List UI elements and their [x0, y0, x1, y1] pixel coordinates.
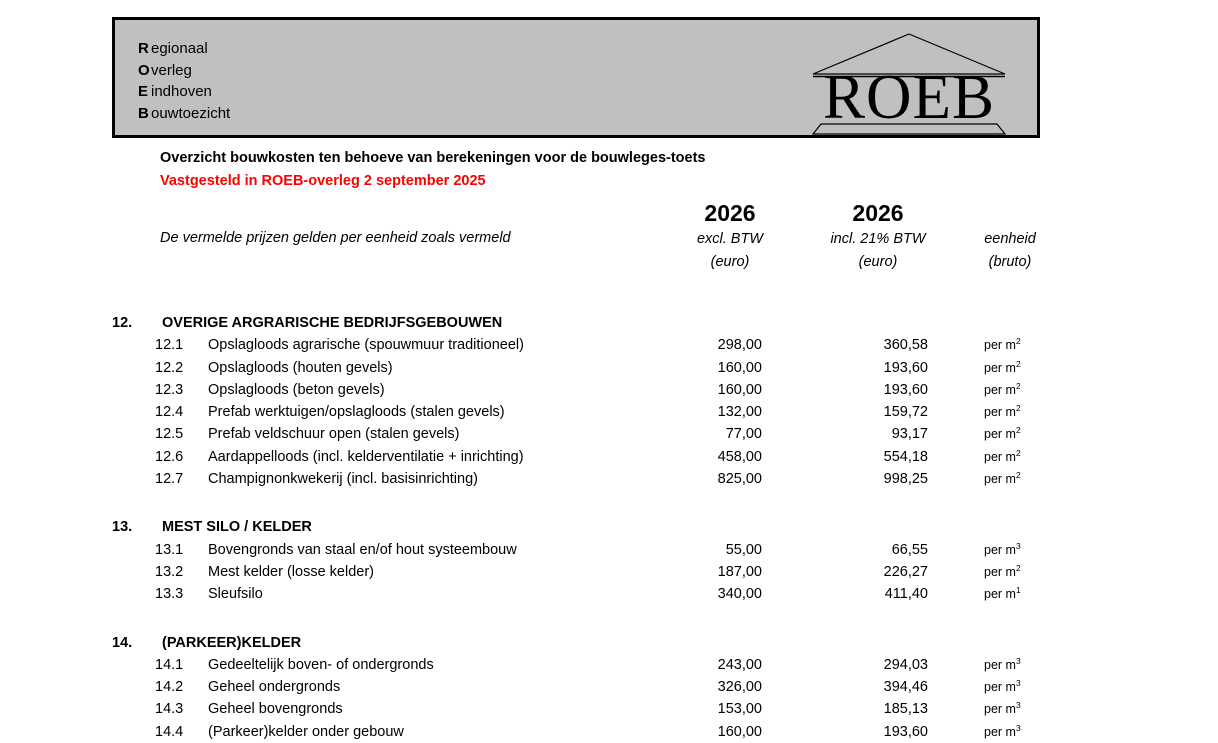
section-header-row	[0, 632, 1218, 654]
row-price-excl-btw: 77,00	[725, 426, 762, 443]
row-price-excl-btw: 458,00	[717, 448, 762, 465]
table-row	[0, 401, 1218, 423]
row-unit: per $m^1$	[984, 585, 1021, 602]
row-price-excl-btw: 153,00	[717, 701, 762, 718]
section-header-row	[0, 516, 1218, 538]
column-unit-note: (euro)	[858, 254, 898, 270]
row-unit-exponent: 2	[1015, 358, 1021, 369]
intro-note: De vermelde prijzen gelden per eenheid zoals vermeld	[160, 230, 511, 246]
row-label: Aardappelloods (incl. kelderventilatie + inrichting)	[208, 448, 524, 465]
table-row	[0, 698, 1218, 720]
row-unit-exponent: 3	[1015, 722, 1021, 733]
row-price-incl-btw: 185,13	[883, 701, 928, 718]
table-row	[0, 561, 1218, 583]
row-unit: per $m^2$	[984, 403, 1021, 420]
row-unit-exponent: 3	[1015, 540, 1021, 551]
row-price-incl-btw: 360,58	[883, 337, 928, 354]
row-label: Opslagloods (beton gevels)	[208, 381, 385, 398]
column-subtitle: eenheid	[984, 231, 1036, 247]
column-year: 2026	[704, 200, 756, 226]
column-header-excl-btw	[650, 198, 810, 274]
row-unit: per $m^3$	[984, 678, 1021, 695]
row-number: 13.1	[155, 541, 184, 558]
row-price-incl-btw: 193,60	[883, 381, 928, 398]
row-price-excl-btw: 160,00	[717, 381, 762, 398]
row-number: 14.1	[155, 656, 184, 673]
section-spacer	[0, 490, 1218, 516]
row-unit-exponent: 3	[1015, 700, 1021, 711]
row-unit-exponent: 2	[1015, 336, 1021, 347]
row-unit-exponent: 2	[1015, 562, 1021, 573]
row-label: Geheel bovengronds	[208, 701, 343, 718]
row-label: Bovengronds van staal en/of hout systeembouw	[208, 541, 517, 558]
row-label: Sleufsilo	[208, 586, 263, 603]
row-unit: per $m^2$	[984, 425, 1021, 442]
table-section	[0, 632, 1218, 743]
table-row	[0, 423, 1218, 445]
row-price-incl-btw: 394,46	[883, 679, 928, 696]
row-number: 13.2	[155, 563, 184, 580]
table-row	[0, 721, 1218, 743]
roeb-logo	[809, 26, 1009, 138]
letterhead-box	[112, 17, 1040, 138]
section-spacer	[0, 606, 1218, 632]
column-subtitle: incl. 21% BTW	[830, 231, 926, 247]
table-row	[0, 446, 1218, 468]
row-unit-exponent: 2	[1015, 425, 1021, 436]
row-label: (Parkeer)kelder onder gebouw	[208, 723, 404, 740]
acronym-initial: R	[138, 40, 149, 57]
row-label: Opslagloods (houten gevels)	[208, 359, 393, 376]
acronym-rest: indhoven	[151, 83, 212, 100]
column-unit-note: (euro)	[710, 254, 750, 270]
row-price-incl-btw: 294,03	[883, 656, 928, 673]
row-unit-exponent: 2	[1015, 447, 1021, 458]
table-row	[0, 468, 1218, 490]
row-number: 12.4	[155, 404, 184, 421]
row-number: 14.4	[155, 723, 184, 740]
row-unit-exponent: 3	[1015, 678, 1021, 688]
page-subtitle: Vastgesteld in ROEB-overleg 2 september 2025	[160, 173, 486, 189]
row-number: 13.3	[155, 586, 184, 603]
row-label: Prefab veldschuur open (stalen gevels)	[208, 426, 460, 443]
row-unit-exponent: 2	[1015, 380, 1021, 391]
row-label: Gedeeltelijk boven- of ondergronds	[208, 656, 434, 673]
acronym-row	[138, 103, 230, 125]
row-label: Mest kelder (losse kelder)	[208, 563, 374, 580]
table-section	[0, 516, 1218, 605]
row-price-excl-btw: 55,00	[725, 541, 762, 558]
row-price-excl-btw: 160,00	[717, 359, 762, 376]
table-row	[0, 676, 1218, 698]
column-year: 2026	[852, 200, 904, 226]
row-price-incl-btw: 66,55	[891, 541, 928, 558]
row-price-excl-btw: 298,00	[717, 337, 762, 354]
row-unit: per $m^2$	[984, 358, 1021, 375]
row-label: Champignonkwekerij (incl. basisinrichting)	[208, 471, 478, 488]
cost-table	[0, 312, 1218, 743]
section-title: OVERIGE ARGRARISCHE BEDRIJFSGEBOUWEN	[162, 315, 503, 331]
row-number: 14.2	[155, 679, 184, 696]
row-number: 12.1	[155, 337, 184, 354]
acronym-initial: B	[138, 104, 149, 122]
row-unit: per $m^3$	[984, 722, 1021, 739]
acronym-list	[138, 38, 230, 124]
row-price-excl-btw: 160,00	[717, 723, 762, 740]
acronym-rest: verleg	[151, 61, 192, 79]
row-number: 14.3	[155, 701, 184, 718]
column-unit-note: (bruto)	[988, 254, 1032, 270]
row-price-incl-btw: 411,40	[884, 586, 928, 603]
row-price-excl-btw: 187,00	[717, 563, 762, 580]
table-section	[0, 312, 1218, 490]
page-title: Overzicht bouwkosten ten behoeve van berekeningen voor de bouwleges-toets	[160, 150, 706, 166]
row-price-incl-btw: 998,25	[883, 471, 928, 488]
logo-wordmark: ROEB	[822, 62, 996, 132]
acronym-rest: ouwtoezicht	[151, 104, 231, 122]
row-number: 12.5	[155, 426, 184, 443]
acronym-row	[138, 60, 230, 82]
table-row	[0, 654, 1218, 676]
section-header-row	[0, 312, 1218, 334]
column-subtitle: excl. BTW	[696, 231, 764, 247]
row-number: 12.3	[155, 381, 184, 398]
row-price-excl-btw: 132,00	[717, 404, 762, 421]
row-number: 12.2	[155, 359, 184, 376]
row-label: Opslagloods agrarische (spouwmuur traditioneel)	[208, 337, 524, 354]
row-price-incl-btw: 93,17	[891, 426, 928, 443]
section-title: (PARKEER)KELDER	[162, 634, 302, 651]
row-price-incl-btw: 159,72	[883, 404, 928, 421]
acronym-initial: E	[138, 83, 149, 100]
row-price-excl-btw: 340,00	[717, 586, 762, 603]
row-unit: per $m^2$	[984, 336, 1021, 353]
row-label: Geheel ondergronds	[208, 679, 341, 696]
row-unit: per $m^2$	[984, 469, 1021, 487]
row-unit: per $m^3$	[984, 700, 1021, 717]
row-unit-exponent: 1	[1015, 585, 1021, 596]
row-unit-exponent: 3	[1015, 655, 1021, 666]
row-unit-exponent: 2	[1015, 469, 1021, 480]
row-number: 12.6	[155, 448, 184, 465]
row-price-incl-btw: 193,60	[883, 359, 928, 376]
row-unit: per $m^3$	[984, 540, 1021, 557]
row-unit: per $m^3$	[984, 655, 1021, 672]
section-number: 12.	[112, 315, 133, 331]
row-price-incl-btw: 554,18	[883, 448, 928, 465]
section-number: 14.	[112, 634, 133, 651]
section-title: MEST SILO / KELDER	[162, 519, 312, 536]
row-price-incl-btw: 226,27	[883, 563, 928, 580]
row-number: 12.7	[155, 471, 184, 488]
row-label: Prefab werktuigen/opslagloods (stalen gevels)	[208, 404, 505, 421]
acronym-row	[138, 38, 230, 60]
row-unit: per $m^2$	[984, 447, 1021, 464]
row-unit-exponent: 2	[1015, 403, 1021, 414]
acronym-rest: egionaal	[151, 40, 208, 57]
row-price-excl-btw: 825,00	[717, 471, 762, 488]
table-row	[0, 334, 1218, 356]
row-price-excl-btw: 243,00	[717, 656, 762, 673]
row-unit: per $m^2$	[984, 380, 1021, 397]
row-unit: per $m^2$	[984, 562, 1021, 579]
table-row	[0, 379, 1218, 401]
table-row	[0, 357, 1218, 379]
table-row	[0, 539, 1218, 561]
table-row	[0, 583, 1218, 605]
acronym-initial: O	[138, 61, 150, 79]
column-header-incl-btw	[790, 198, 966, 274]
row-price-incl-btw: 193,60	[883, 723, 928, 740]
row-price-excl-btw: 326,00	[717, 679, 762, 696]
section-number: 13.	[112, 519, 133, 536]
column-header-eenheid	[955, 228, 1065, 274]
acronym-row	[138, 81, 230, 103]
